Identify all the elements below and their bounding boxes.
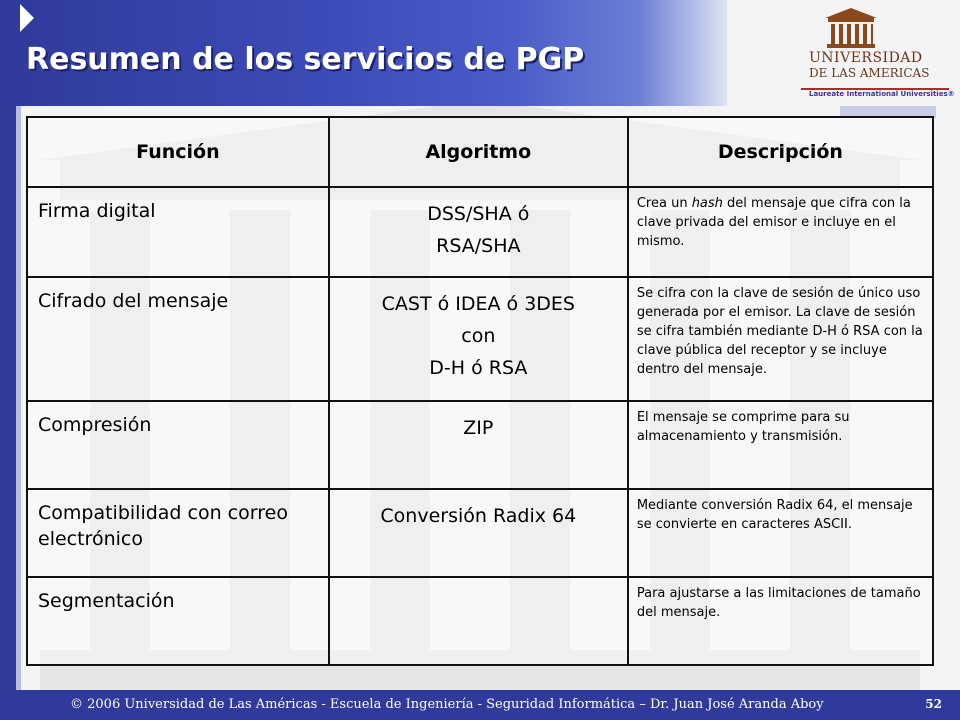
- footer-copyright: © 2006 Universidad de Las Américas - Escuela de Ingeniería - Seguridad Informática – Dr. Juan José Aranda Aboy: [70, 697, 824, 712]
- desc-hash-emphasis: hash: [691, 196, 723, 211]
- table-row: [27, 489, 933, 577]
- algoritmo-line: DSS/SHA ó: [427, 203, 530, 225]
- desc-text: del mensaje que cifra con la clave privada del emisor e incluye en el mismo.: [636, 196, 911, 249]
- logo-line-1: UNIVERSIDAD: [809, 50, 923, 66]
- cell-funcion: Cifrado del mensaje: [27, 277, 329, 401]
- cell-funcion: Segmentación: [27, 577, 329, 665]
- desc-text: Crea un: [636, 196, 692, 211]
- university-logo: [727, 0, 960, 106]
- table-row: [27, 577, 933, 665]
- cell-descripcion: Se cifra con la clave de sesión de único uso generada por el emisor. La clave de sesión se cifra también mediante D-H ó RSA con la clave pública del receptor y se incluye dentro del mensaje.: [628, 277, 933, 401]
- algoritmo-line: con: [461, 325, 496, 347]
- play-arrow-icon: [20, 4, 34, 32]
- cell-algoritmo: [329, 489, 628, 577]
- cell-descripcion: Mediante conversión Radix 64, el mensaje se convierte en caracteres ASCII.: [628, 489, 933, 577]
- header-descripcion: Descripción: [628, 117, 933, 187]
- logo-line-3: Laureate International Universities®: [809, 90, 955, 98]
- left-accent-stripe: [16, 106, 21, 690]
- cell-descripcion: [628, 187, 933, 277]
- cell-algoritmo: [329, 401, 628, 489]
- slide-footer: [0, 690, 960, 720]
- cell-descripcion: Para ajustarse a las limitaciones de tamaño del mensaje.: [628, 577, 933, 665]
- table-row: [27, 277, 933, 401]
- slide-title: Resumen de los servicios de PGP: [26, 42, 585, 77]
- algoritmo-line: D-H ó RSA: [429, 357, 528, 379]
- header-algoritmo: Algoritmo: [329, 117, 628, 187]
- table-header-row: [27, 117, 933, 187]
- cell-algoritmo: [329, 277, 628, 401]
- algoritmo-line: CAST ó IDEA ó 3DES: [381, 293, 575, 315]
- algoritmo-line: ZIP: [463, 417, 494, 439]
- algoritmo-line: Conversión Radix 64: [380, 505, 577, 527]
- logo-line-2: DE LAS AMERICAS: [809, 66, 930, 80]
- algoritmo-line: RSA/SHA: [436, 235, 521, 257]
- cell-funcion: Compatibilidad con correo electrónico: [27, 489, 329, 577]
- page-number: 52: [925, 697, 942, 711]
- header-funcion: Función: [27, 117, 329, 187]
- cell-funcion: Firma digital: [27, 187, 329, 277]
- cell-descripcion: El mensaje se comprime para su almacenamiento y transmisión.: [628, 401, 933, 489]
- pgp-services-table: [26, 116, 934, 666]
- table-row: [27, 401, 933, 489]
- table-row: [27, 187, 933, 277]
- cell-algoritmo: [329, 187, 628, 277]
- cell-funcion: Compresión: [27, 401, 329, 489]
- left-accent-bar: [0, 0, 16, 690]
- cell-algoritmo-empty: [329, 577, 628, 665]
